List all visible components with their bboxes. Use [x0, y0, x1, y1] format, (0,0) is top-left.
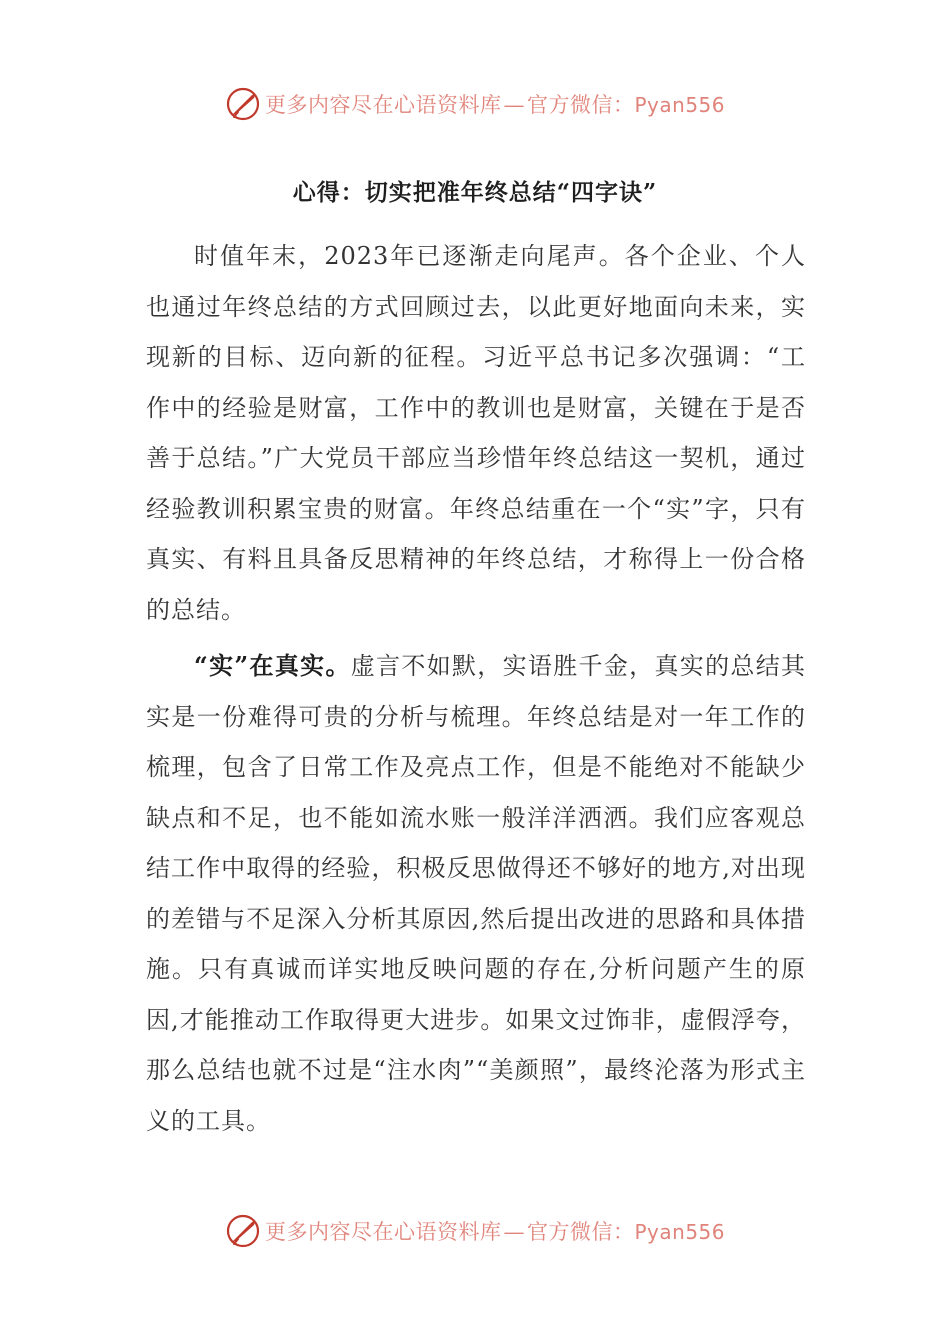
section-heading: “实”在真实。 — [194, 651, 351, 680]
paragraph-intro — [146, 231, 806, 635]
quill-logo-icon — [225, 1213, 261, 1249]
wechat-id: Pyan556 — [634, 1220, 725, 1244]
watermark-text: 更多内容尽在心语资料库—官方微信：Pyan556 — [264, 1220, 725, 1244]
quill-logo-icon — [225, 86, 261, 122]
watermark-text: 更多内容尽在心语资料库—官方微信：Pyan556 — [264, 93, 725, 117]
paragraph-body: 虚言不如默，实语胜千金，真实的总结其实是一份难得可贵的分析与梳理。年终总结是对一年工作的梳理，包含了日常工作及亮点工作，但是不能绝对不能缺少缺点和不足，也不能如流水账一般洋洋洒洒。我们应客观总结工作中取得的经验，积极反思做得还不够好的地方,对出现的差错与不足深入分析其原因,然后提出改进的思路和具体措施。只有真诚而详实地反映问题的存在,分析问题产生的原因,才能推动工作取得更大进步。如果文过饰非，虚假浮夸，那么总结也就不过是“注水肉”“美颜照”，最终沦落为形式主义的工具。 — [146, 652, 806, 1135]
watermark-banner-top — [0, 84, 950, 124]
paragraph-section-real — [146, 641, 806, 1146]
page-title: 心得：切实把准年终总结“四字诀” — [292, 179, 658, 206]
wechat-id: Pyan556 — [634, 93, 725, 117]
watermark-banner-bottom — [0, 1211, 950, 1251]
paragraph-body: 时值年末，2023年已逐渐走向尾声。各个企业、个人也通过年终总结的方式回顾过去，以此更好地面向未来，实现新的目标、迈向新的征程。习近平总书记多次强调：“工作中的经验是财富，工作中的教训也是财富，关键在于是否善于总结。”广大党员干部应当珍惜年终总结这一契机，通过经验教训积累宝贵的财富。年终总结重在一个“实”字，只有真实、有料且具备反思精神的年终总结，才称得上一份合格的总结。 — [146, 242, 806, 624]
